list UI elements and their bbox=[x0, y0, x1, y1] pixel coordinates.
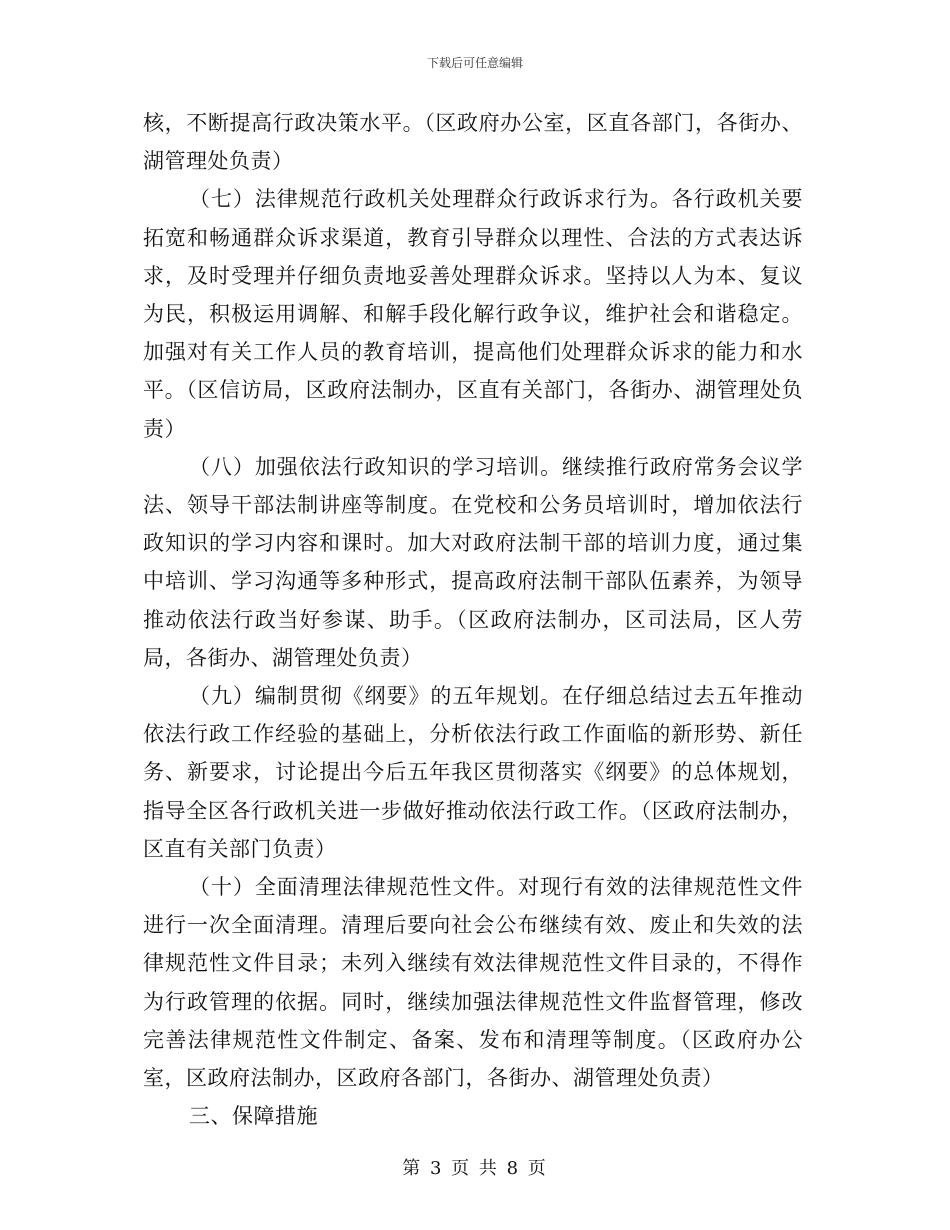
section-heading: 三、保障措施 bbox=[189, 1104, 318, 1129]
page-footer: 第 3 页 共 8 页 bbox=[402, 1158, 548, 1179]
page-header: 下载后可任意编辑 bbox=[426, 56, 523, 70]
paragraph-item-9: （九）编制贯彻《纲要》的五年规划。在仔细总结过去五年推动依法行政工作经验的基础上，分析依法行政工作面临的新形势、新任务、新要求，讨论提出今后五年我区贯彻落实《纲要》的总体规划，指导全区各行政机关进一步做好推动依法行政工作。（区政府法制办，区直有关部门负责） bbox=[143, 684, 803, 861]
paragraph-item-10: （十）全面清理法律规范性文件。对现行有效的法律规范性文件进行一次全面清理。清理后要向社会公布继续有效、废止和失效的法律规范性文件目录；未列入继续有效法律规范性文件目录的，不得作为行政管理的依据。同时，继续加强法律规范性文件监督管理，修改完善法律规范性文件制定、备案、发布和清理等制度。（区政府办公室，区政府法制办，区政府各部门，各街办、湖管理处负责） bbox=[143, 875, 803, 1091]
paragraph-continuation: 核，不断提高行政决策水平。（区政府办公室，区直各部门，各街办、湖管理处负责） bbox=[143, 111, 803, 174]
document-body bbox=[143, 104, 803, 1135]
paragraph-item-7: （七）法律规范行政机关处理群众行政诉求行为。各行政机关要拓宽和畅通群众诉求渠道，教育引导群众以理性、合法的方式表达诉求，及时受理并仔细负责地妥善处理群众诉求。坚持以人为本、复议为民，积极运用调解、和解手段化解行政争议，维护社会和谐稳定。加强对有关工作人员的教育培训，提高他们处理群众诉求的能力和水平。（区信访局，区政府法制办，区直有关部门，各街办、湖管理处负责） bbox=[143, 187, 803, 441]
paragraph-item-8: （八）加强依法行政知识的学习培训。继续推行政府常务会议学法、领导干部法制讲座等制度。在党校和公务员培训时，增加依法行政知识的学习内容和课时。加大对政府法制干部的培训力度，通过集中培训、学习沟通等多种形式，提高政府法制干部队伍素养，为领导推动依法行政当好参谋、助手。（区政府法制办，区司法局，区人劳局，各街办、湖管理处负责） bbox=[143, 454, 803, 670]
